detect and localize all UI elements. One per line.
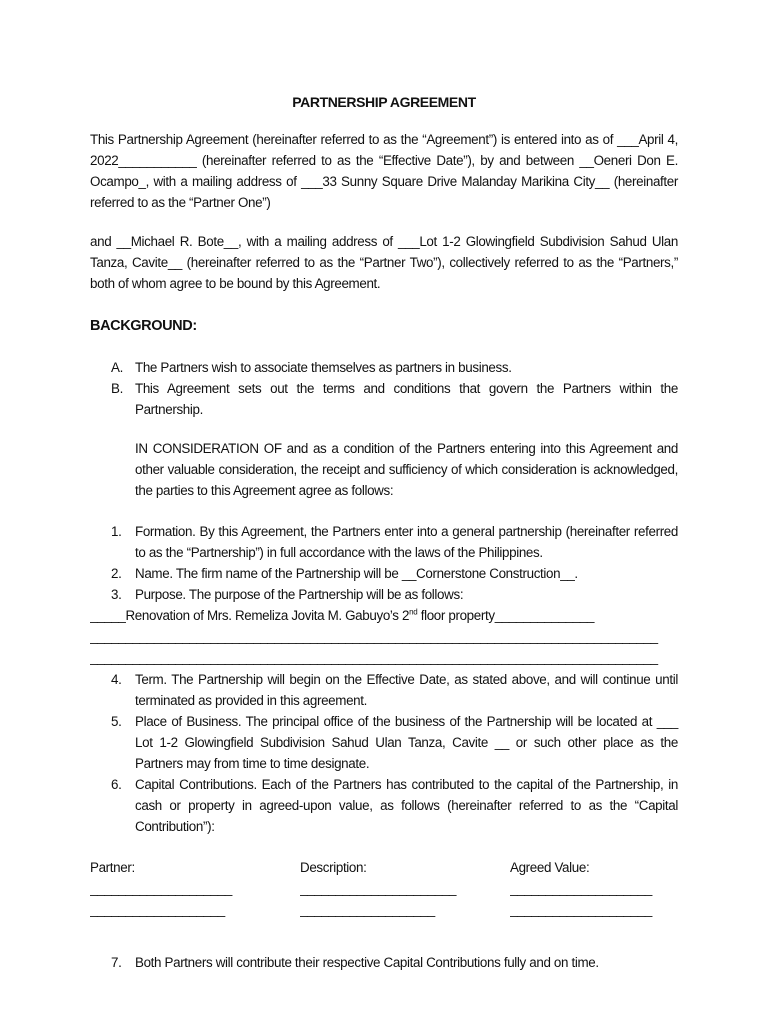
numbered-list-b [90,669,678,837]
table-cell-blank: ____________________ [510,881,652,896]
list-item-text: The Partners wish to associate themselves as partners in business. [135,360,512,375]
list-marker: B. [111,381,123,396]
list-marker: 1. [111,524,122,539]
table-cell-blank: ____________________ [90,881,232,896]
table-header-description: Description: [300,860,367,875]
background-heading: BACKGROUND: [90,318,197,334]
purpose-line [90,605,678,626]
list-item-text: Purpose. The purpose of the Partnership will be as follows: [135,587,464,602]
list-item-text: Term. The Partnership will begin on the Effective Date, as stated above, and will continue until terminated as provided in this agreement. [135,672,678,708]
purpose-text: _____Renovation of Mrs. Remeliza Jovita M. Gabuyo’s 2 [90,608,410,623]
list-item-text: Both Partners will contribute their respective Capital Contributions fully and on time. [135,955,599,970]
numbered-list-c [90,952,678,973]
list-item-text: Place of Business. The principal office of the business of the Partnership will be located at ___ Lot 1-2 Glowingfield Subdivision Sahud Ulan Tanza, Cavite __ or such other place as the Partners may from time to time designate. [135,714,678,771]
capital-contribution-table [90,857,678,920]
ordinal-suffix: nd [409,607,418,617]
document-title: PARTNERSHIP AGREEMENT [292,94,476,110]
intro-paragraph-1: This Partnership Agreement (hereinafter referred to as the “Agreement”) is entered into as of ___April 4, 2022___________ (hereinafter referred to as the “Effective Date”), by and between __Oeneri Don E. Ocampo_, with a mailing address of ___33 Sunny Square Drive Malanday Marikina City__ (hereinafter referred to as the “Partner One”) [90,132,678,210]
purpose-blank-line-1: ________________________________________________________________________________ [90,629,658,644]
background-item-b [90,378,678,420]
clause-term [90,669,678,711]
clause-formation [90,521,678,563]
list-marker: 7. [111,955,122,970]
table-cell-blank: ___________________ [90,902,225,917]
list-marker: 5. [111,714,122,729]
table-header-partner: Partner: [90,860,135,875]
table-cell-blank: ______________________ [300,881,457,896]
background-list [90,357,678,420]
intro-paragraph-2: and __Michael R. Bote__, with a mailing address of ___Lot 1-2 Glowingfield Subdivision Sahud Ulan Tanza, Cavite__ (hereinafter referred to as the “Partner Two”), collectively referred to as the “Partners,” both of whom agree to be bound by this Agreement. [90,234,678,291]
consideration-paragraph: IN CONSIDERATION OF and as a condition of the Partners entering into this Agreement and other valuable consideration, the receipt and sufficiency of which consideration is acknowledged, the parties to this Agreement agree as follows: [135,441,678,498]
purpose-text-end: floor property______________ [417,608,595,623]
list-item-text: Capital Contributions. Each of the Partners has contributed to the capital of the Partnership, in cash or property in agreed-upon value, as follows (hereinafter referred to as the “Capital Contribution”): [135,777,678,834]
list-item-text: This Agreement sets out the terms and conditions that govern the Partners within the Partnership. [135,381,678,417]
purpose-blank-line-2: ________________________________________________________________________________ [90,650,658,665]
list-item-text: Formation. By this Agreement, the Partners enter into a general partnership (hereinafter referred to as the “Partnership”) in full accordance with the laws of the Philippines. [135,524,678,560]
list-marker: A. [111,360,123,375]
clause-purpose [90,584,678,605]
table-cell-blank: ___________________ [300,902,435,917]
table-header-agreed-value: Agreed Value: [510,860,590,875]
table-cell-blank: ____________________ [510,902,652,917]
clause-name [90,563,678,584]
list-marker: 3. [111,587,122,602]
background-item-a [90,357,678,378]
clause-place-of-business [90,711,678,774]
numbered-list-a [90,521,678,605]
clause-contribution-timing [90,952,678,973]
list-marker: 6. [111,777,122,792]
list-marker: 4. [111,672,122,687]
list-item-text: Name. The firm name of the Partnership will be __Cornerstone Construction__. [135,566,578,581]
clause-capital-contributions [90,774,678,837]
list-marker: 2. [111,566,122,581]
